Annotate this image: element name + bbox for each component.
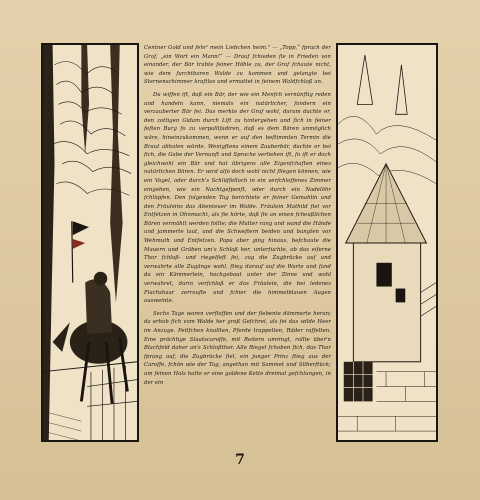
knight-forest-illustration: [43, 45, 137, 440]
paragraph-3: Sechs Tage waren verfloffen und der fiebente dämmerte heran; da erhob fich vom Walde her groß Gefchrei, als fei das wilde Heer im Anzuge. Peitfchen knallten, Pferde trappelten, Räder raffelten. Eine prächtige Staatscaroffe, mit Reitern umringt, rollte über'n Blachfeld daher an's Schloßthor. Alle Riegel fchoben fich, das Thor fprang auf, die Zugbrücke fiel, ein junger Prinz ftieg aus der Caroffe, fchön wie der Tag, angethan mit Sammet und Silberftück; um feinen Hals hatte er eine goldene Kette dreimal gefchlungen, in der ein: [144, 310, 331, 386]
castle-tower-illustration: [338, 45, 436, 440]
right-illustration: [336, 43, 438, 442]
paragraph-1: Centner Gold und fehr' mein Liebchen heim." — „Topp,“ fprach der Graf, „ein Wort ein Mann!“ — Drauf fchieden fie in Frieden von einander, der Bär trabte feiner Höhle zu, der Graf fchaute nicht, wie dem furchtbaren Walde zu kommen und gelangte bei Sternenschimmer kraftlos und ermattet in feinem Waldfchloß an.: [144, 45, 331, 86]
paragraph-2: Du wiffen ift, daß ein Bär, der wie ein Menfch vernünftig reden und handeln kann, niemals ein natürlicher, fondern ein verzauberter Bär fei. Das merkte der Graf wohl, darum dachte er, den zottigen Gidam durch Lift zu hintergehen und fich in feiner feften Burg fo zu verpallifadiren, daß es dem Bären unmöglich wäre, hineinzukommen, wenn er auf den beftimmten Termin die Braut abholen würde. Wenigftens einem Zauberbär, dachte er bei fich, die Gabe der Vernunft und Sprache verliehen ift, fo ift er doch gleichwohl ein Bär und hat übrigens alle Eigenfchaften eines natürlichen Bären. Er wird alfo doch wohl nicht fliegen können, wie ein Vogel, oder durch's Schlüffelloch in ein verfchloffenes Zimmer eingehen, wie ein Nachtgefpenft, oder durch ein Nadelöhr fchlüpfen. Den folgenden Tag berichtete er feiner Gemahlin und den Fräuleins das Abenteuer im Walde. Fräulein Mathild fiel vor Entfetzen in Ohnmacht, als fie hörte, daß fie an einen fcheußlichen Bären vermählt werden follte; die Mutter rang und wand die Hände und jammerte laut, und die Schweftern beiden und bangten vor Wehmuth und Entfetzen. Papa aber ging hinaus, befchaute die Mauern und Gräben um's Schloß her, unterfuchte, ob das eiferne Thor fchloß- und riegelfeft fei, zog die Zugbrücke auf und verwahrte alle Zugänge wohl, ftieg darauf auf die Warte und fand da ein Kämmerlein, hochgebaut unter der Zinne und wohl verwahret, darin verfchloß er das Fräulein, die bei ledenes Flachshaar zerraufte und fchier die himmelblauen Augen ausweinte.: [144, 91, 331, 305]
text-column: [144, 44, 331, 442]
left-illustration: [41, 43, 139, 442]
page-number: 7: [235, 452, 245, 468]
